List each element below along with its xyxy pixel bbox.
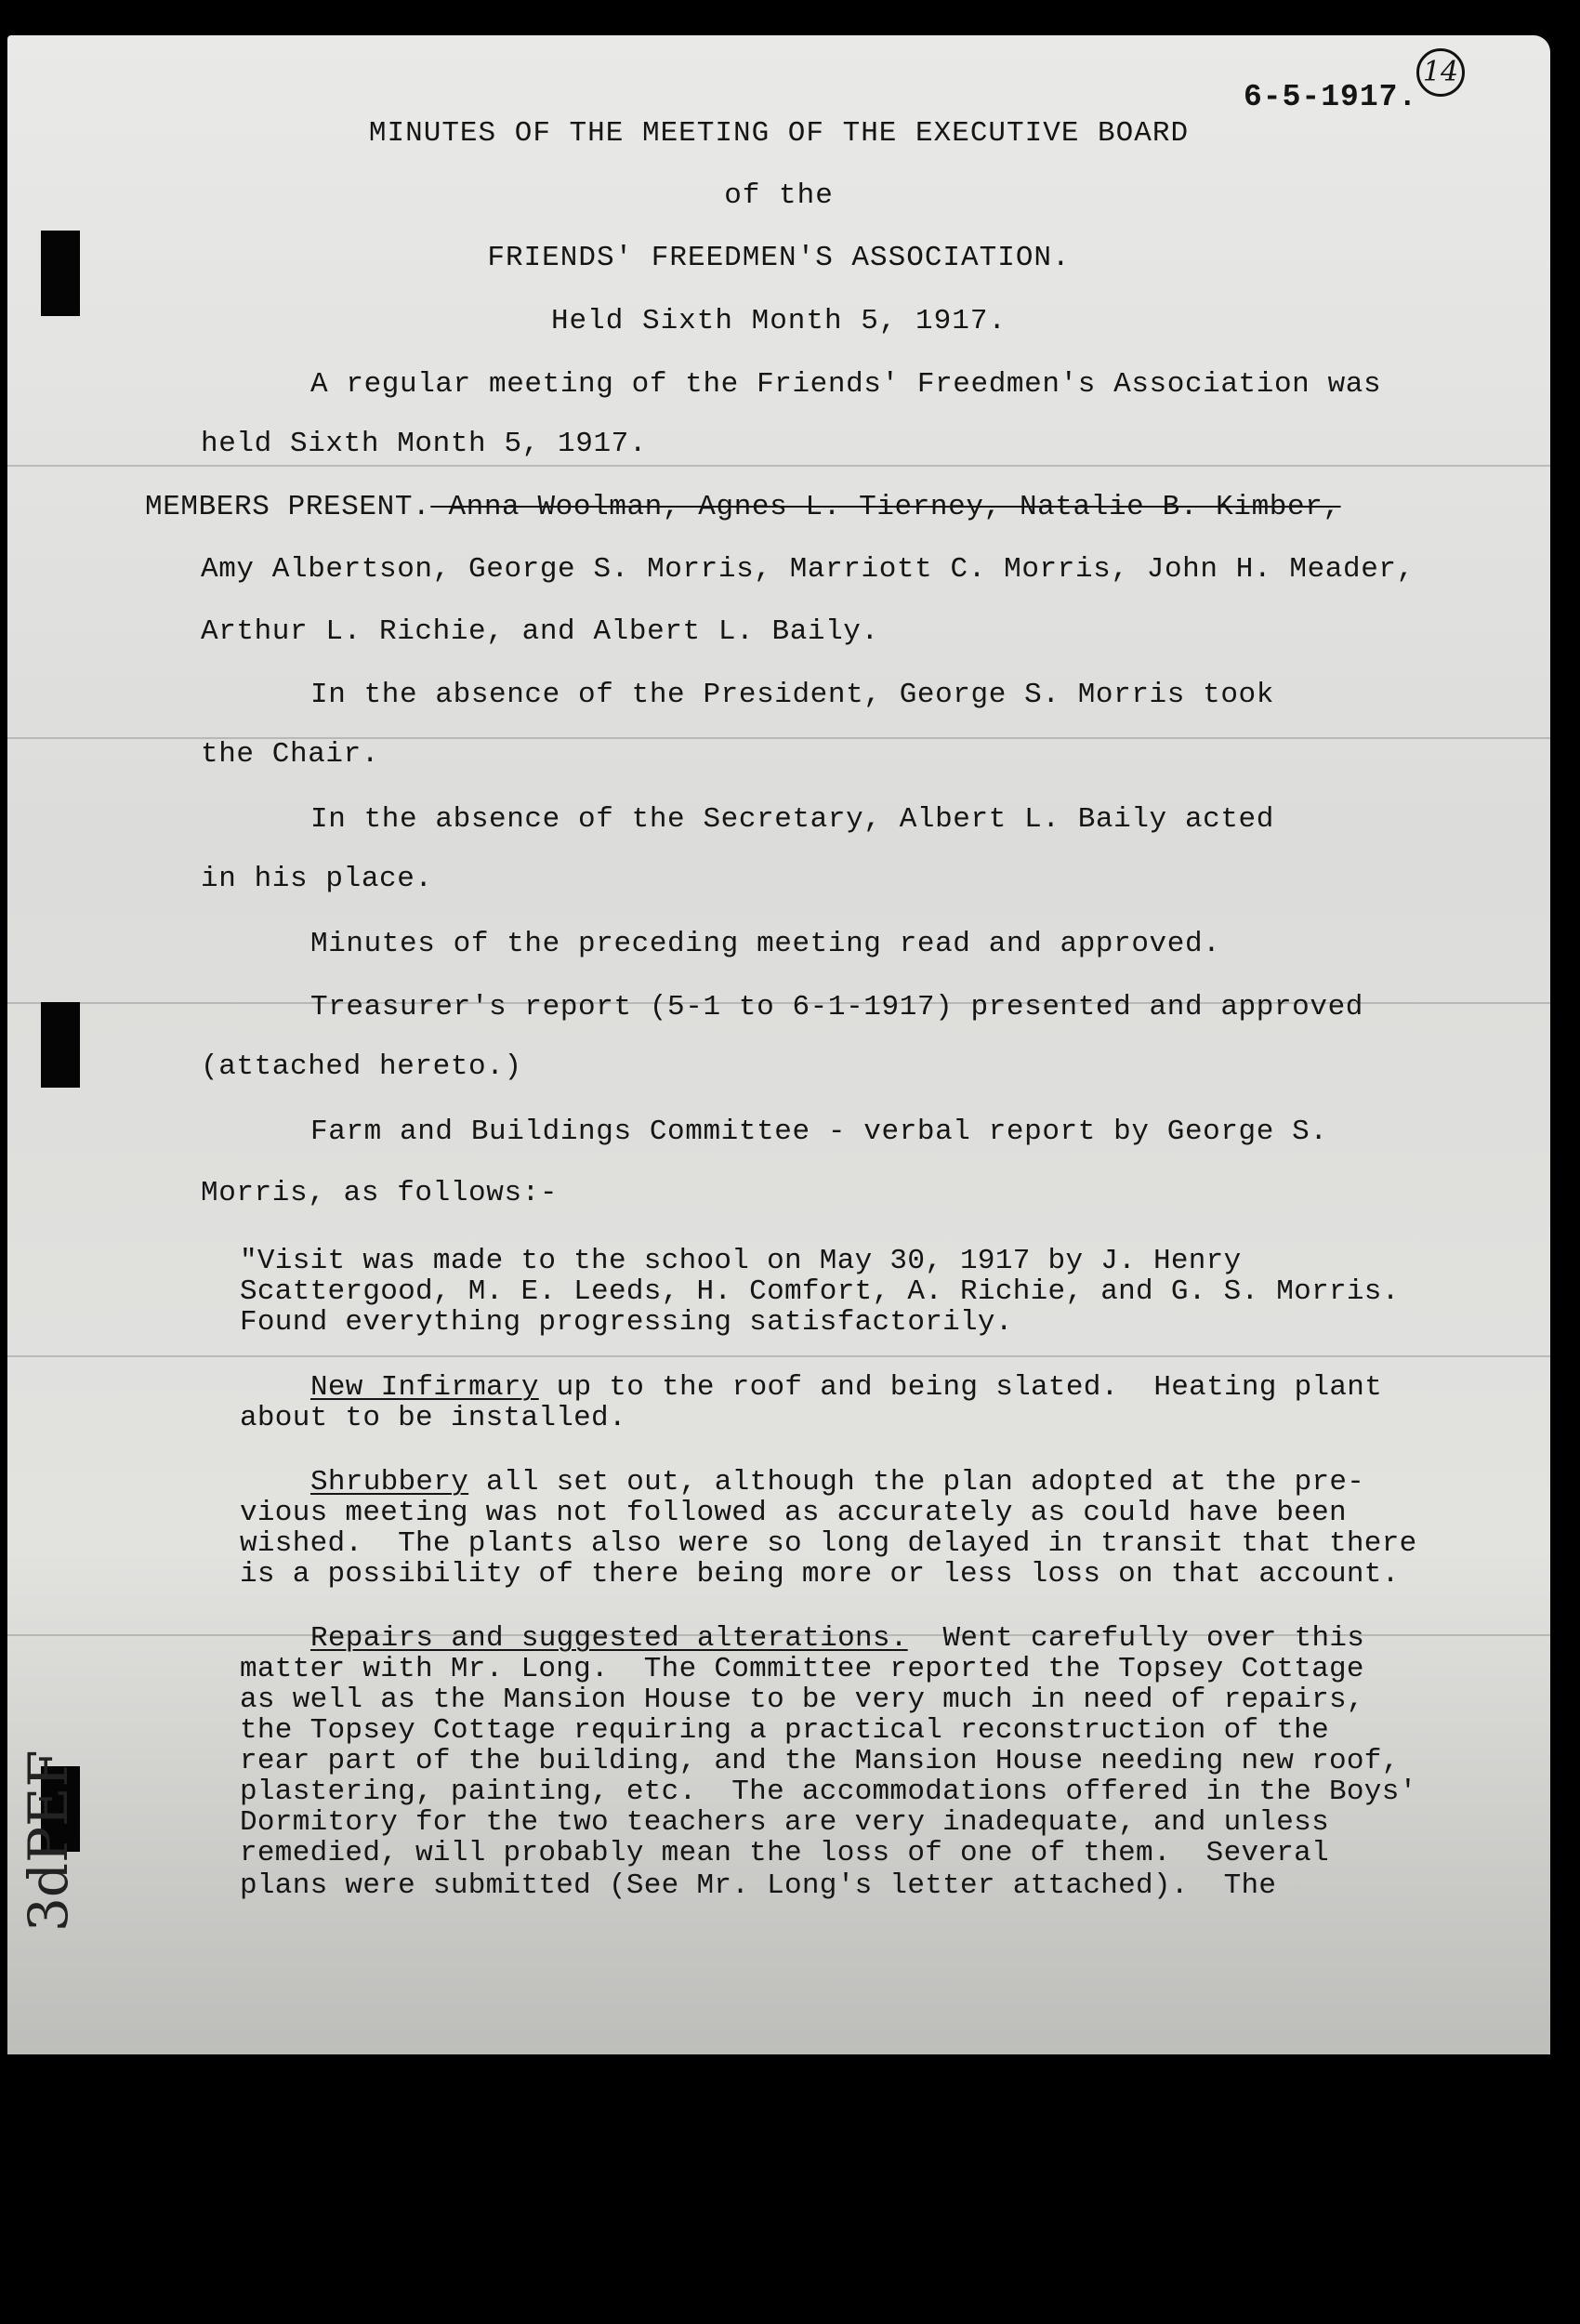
report-line: "Visit was made to the school on May 30, 1917 by J. Henry [240,1245,1242,1277]
report-line: plastering, painting, etc. The accommodations offered in the Boys' [240,1776,1417,1808]
paragraph-line: In the absence of the Secretary, Albert L. Baily acted [310,803,1274,836]
ruled-line [7,465,1550,467]
report-line: matter with Mr. Long. The Committee reported the Topsey Cottage [240,1653,1364,1685]
report-line: the Topsey Cottage requiring a practical reconstruction of the [240,1714,1329,1747]
title-line-2: of the [724,179,834,212]
paragraph-line: Treasurer's report (5-1 to 6-1-1917) presented and approved [310,991,1363,1023]
report-line [310,1467,1364,1498]
paragraph-line: in his place. [201,863,433,895]
report-text: Went carefully over this [907,1622,1365,1655]
binder-mark [41,1002,80,1088]
shrubbery-heading: Shrubbery [310,1466,469,1499]
title-line-4: Held Sixth Month 5, 1917. [550,305,1007,337]
report-line: vious meeting was not followed as accurately as could have been [240,1497,1347,1529]
title-line-1: MINUTES OF THE MEETING OF THE EXECUTIVE BOARD [368,117,1190,150]
archive-stamp: 3dPEF [17,1750,80,1932]
page-number: 14 [1416,48,1465,97]
report-line: as well as the Mansion House to be very much in need of repairs, [240,1684,1364,1716]
paragraph-line: Minutes of the preceding meeting read and approved. [310,928,1221,960]
report-line: rear part of the building, and the Mansion House needing new roof, [240,1745,1400,1777]
document-page [7,35,1550,2054]
report-text: all set out, although the plan adopted at the pre- [468,1466,1365,1499]
paragraph-line: In the absence of the President, George S. Morris took [310,679,1274,711]
report-line: Found everything progressing satisfactorily. [240,1306,1013,1339]
paragraph-line: the Chair. [201,738,380,771]
paragraph-line: held Sixth Month 5, 1917. [201,428,648,460]
report-line [310,1372,1382,1403]
report-line: about to be installed. [240,1402,626,1434]
report-line: wished. The plants also were so long delayed in transit that there [240,1527,1417,1560]
report-line: remedied, will probably mean the loss of one of them. Several [240,1837,1329,1869]
infirmary-heading: New Infirmary [310,1371,539,1404]
members-line-1 [145,491,1341,523]
document-date: 6-5-1917. [1244,80,1418,114]
members-names: Anna Woolman, Agnes L. Tierney, Natalie B. Kimber, [430,491,1341,523]
report-text: up to the roof and being slated. Heating plant [538,1371,1383,1404]
report-line: Scattergood, M. E. Leeds, H. Comfort, A. Richie, and G. S. Morris. [240,1275,1400,1308]
paragraph-line: (attached hereto.) [201,1050,522,1083]
repairs-heading: Repairs and suggested alterations. [310,1622,908,1655]
paragraph-line: A regular meeting of the Friends' Freedmen's Association was [310,368,1382,401]
title-line-3: FRIENDS' FREEDMEN'S ASSOCIATION. [487,242,1071,274]
paragraph-line: Morris, as follows:- [201,1177,559,1209]
ruled-line [7,1355,1550,1357]
paragraph-line: Farm and Buildings Committee - verbal report by George S. [310,1116,1328,1148]
report-line: Dormitory for the two teachers are very inadequate, and unless [240,1806,1329,1839]
members-present-label: MEMBERS PRESENT. [145,491,431,523]
members-line-2: Amy Albertson, George S. Morris, Marriott C. Morris, John H. Meader, [201,553,1415,586]
report-line [310,1623,1364,1654]
report-line: is a possibility of there being more or less loss on that account. [240,1558,1400,1591]
report-line: plans were submitted (See Mr. Long's letter attached). The [240,1869,1277,1902]
members-line-3: Arthur L. Richie, and Albert L. Baily. [201,615,879,648]
